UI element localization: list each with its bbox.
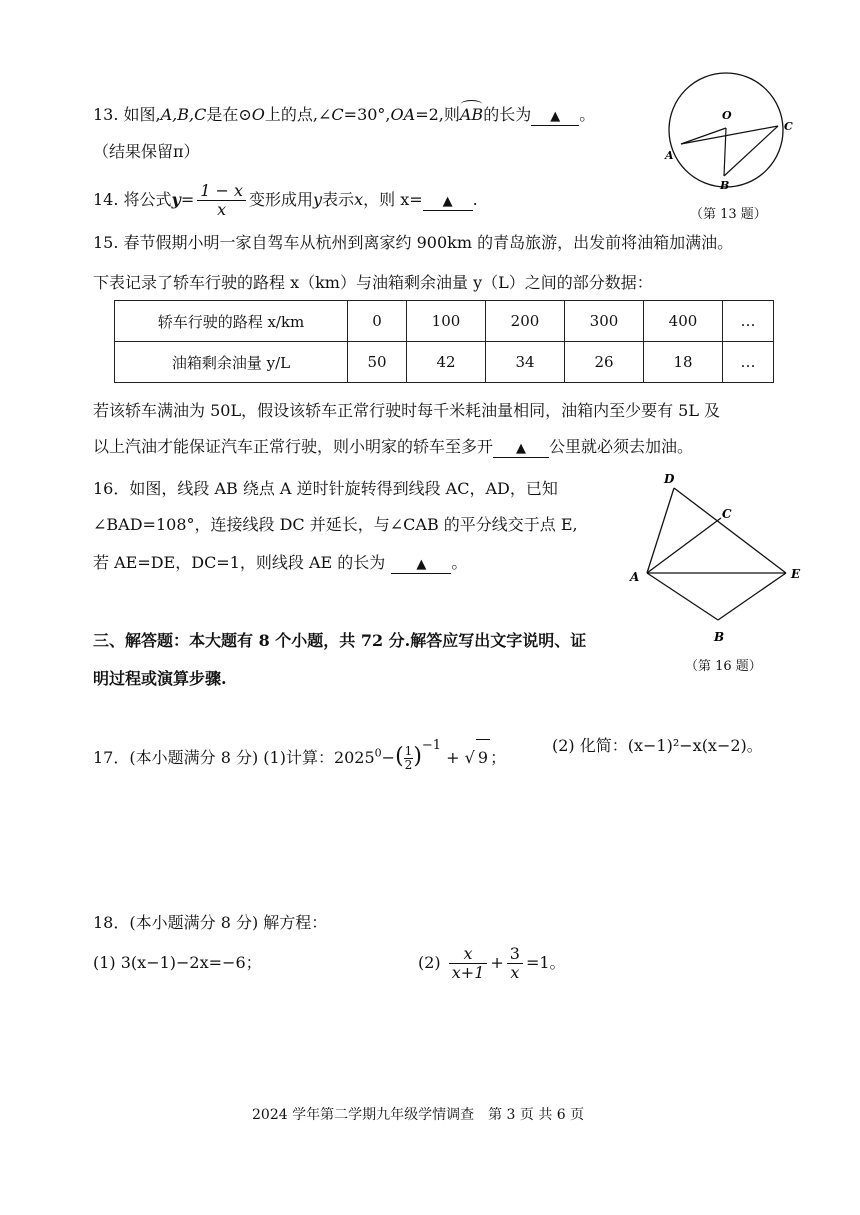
q13-note: （结果保留π） bbox=[93, 142, 200, 161]
page-footer: 2024 学年第二学期九年级学情调查 第 3 页 共 6 页 bbox=[252, 1107, 585, 1123]
q17-half-den: 2 bbox=[404, 758, 413, 772]
q13-label-b: B bbox=[720, 179, 730, 192]
q17-exp-neg1: −1 bbox=[421, 738, 442, 753]
q18-rhs: =1。 bbox=[525, 953, 566, 972]
q13-text-a: 13. 如图, bbox=[93, 105, 161, 124]
q13-c: C bbox=[331, 105, 344, 124]
q14-answer-blank: ▲ bbox=[423, 194, 473, 211]
q14-text-d: ，则 x= bbox=[363, 190, 423, 209]
q17-part2: (2) 化简：(x−1)²−x(x−2)。 bbox=[552, 736, 763, 755]
q18-plus: + bbox=[490, 953, 504, 972]
q17-paren-open: ( bbox=[395, 744, 404, 769]
q18-part2-label: (2) bbox=[418, 953, 441, 972]
q13-label-c: C bbox=[784, 120, 793, 133]
q18-part1: (1) 3(x−1)−2x=−6； bbox=[93, 953, 262, 972]
q18-fraction-2 bbox=[507, 945, 523, 982]
q17-sqrt-value: 9 bbox=[476, 739, 490, 776]
q17-semi: ； bbox=[490, 748, 507, 767]
q14-frac-num: 1 − x bbox=[197, 182, 246, 201]
q18-f2-num: 3 bbox=[507, 945, 523, 964]
q13-text-c: 上的点,∠ bbox=[264, 105, 332, 124]
q17-sqrt-sign: √ bbox=[464, 748, 475, 767]
q13-arc-ab: AB bbox=[459, 105, 484, 124]
q13-points: A,B,C bbox=[160, 105, 207, 124]
q15-line2: 下表记录了轿车行驶的路程 x（km）与油箱剩余油量 y（L）之间的部分数据： bbox=[93, 273, 653, 292]
q14-frac-den: x bbox=[217, 200, 227, 219]
q17-half-num: 1 bbox=[404, 744, 413, 758]
q15-row2-cell: … bbox=[723, 342, 774, 383]
q16-line1: 16．如图，线段 AB 绕点 A 逆时针旋转得到线段 AC，AD，已知 bbox=[93, 479, 558, 498]
q15-line1: 15. 春节假期小明一家自驾车从杭州到离家约 900km 的青岛旅游，出发前将油箱加满油。 bbox=[93, 233, 734, 252]
q18-fraction-1 bbox=[449, 945, 488, 982]
q18-part2 bbox=[418, 940, 566, 986]
q13-label-a: A bbox=[665, 149, 674, 162]
q13-o: O bbox=[251, 105, 265, 124]
q16-line-ab bbox=[647, 573, 718, 620]
q13-answer-blank: ▲ bbox=[531, 109, 579, 126]
q16-caption: （第 16 题） bbox=[685, 659, 762, 674]
q14-y: y bbox=[171, 190, 181, 209]
q18-f1-num: x bbox=[449, 945, 488, 964]
q16-line3b: 。 bbox=[451, 553, 468, 572]
q15-row1-cell: 300 bbox=[565, 301, 644, 342]
q13-text-g: 。 bbox=[579, 105, 596, 124]
q17-half bbox=[404, 745, 414, 772]
q14-text-a: 14. 将公式 bbox=[93, 190, 172, 209]
q17-minus: − bbox=[381, 748, 396, 767]
q17-exp0: 0 bbox=[374, 746, 382, 760]
q16-line-be bbox=[718, 573, 786, 620]
q18-f2-den: x bbox=[510, 963, 520, 982]
q14-text-c: 表示 bbox=[322, 190, 355, 209]
q16-label-a: A bbox=[630, 570, 640, 584]
q14-x: x bbox=[354, 190, 364, 209]
section3-line2: 明过程或演算步骤. bbox=[93, 669, 227, 688]
section3-line1: 三、解答题：本大题有 8 个小题，共 72 分.解答应写出文字说明、证 bbox=[93, 631, 587, 650]
q16-label-c: C bbox=[722, 507, 732, 521]
q18-line1: 18．(本小题满分 8 分) 解方程： bbox=[93, 913, 328, 932]
q16-label-e: E bbox=[791, 567, 801, 581]
q13-text-f: 的长为 bbox=[483, 105, 532, 124]
q15-row2-cell: 26 bbox=[565, 342, 644, 383]
q14-eq: = bbox=[180, 190, 195, 209]
q16-line-de bbox=[674, 488, 786, 573]
q13-caption: （第 13 题） bbox=[690, 207, 767, 222]
q15-row1-cell: 0 bbox=[348, 301, 407, 342]
q13-oa: OA bbox=[390, 105, 416, 124]
q15-row2-cell: 42 bbox=[407, 342, 486, 383]
q13-label-o: O bbox=[722, 109, 732, 122]
q15-row1-header: 轿车行驶的路程 x/km bbox=[115, 301, 348, 342]
q16-line-ad bbox=[647, 488, 674, 573]
q13-text-d: =30°, bbox=[343, 105, 391, 124]
q15-line3: 若该轿车满油为 50L，假设该轿车正常行驶时每千米耗油量相同，油箱内至少要有 5L 及 bbox=[93, 401, 721, 420]
q17-plus: + bbox=[446, 748, 460, 767]
q15-row1-cell: 100 bbox=[407, 301, 486, 342]
q15-row2-header: 油箱剩余油量 y/L bbox=[115, 342, 348, 383]
q17-line bbox=[93, 728, 506, 776]
q14-text-b: 变形成用 bbox=[249, 190, 314, 209]
q15-row1-cell: … bbox=[723, 301, 774, 342]
q15-answer-blank: ▲ bbox=[493, 441, 549, 458]
q15-row1-cell: 200 bbox=[486, 301, 565, 342]
q13-text-b: 是在⊙ bbox=[206, 105, 252, 124]
q15-row2-cell: 18 bbox=[644, 342, 723, 383]
q18-f1-den: x+1 bbox=[451, 963, 485, 982]
q16-label-d: D bbox=[664, 472, 675, 486]
q15-row1-cell: 400 bbox=[644, 301, 723, 342]
q16-line3a: 若 AE=DE，DC=1，则线段 AE 的长为 bbox=[93, 553, 386, 572]
q16-answer-blank: ▲ bbox=[391, 557, 451, 574]
q13-text-e: =2,则 bbox=[415, 105, 460, 124]
q17-paren-close: ) bbox=[413, 744, 422, 769]
q15-row2-cell: 50 bbox=[348, 342, 407, 383]
q17-text-a: 17．(本小题满分 8 分) (1)计算：2025 bbox=[93, 748, 375, 767]
q15-row2-cell: 34 bbox=[486, 342, 565, 383]
q16-line-ac bbox=[647, 518, 721, 573]
q16-line2: ∠BAD=108°，连接线段 DC 并延长，与∠CAB 的平分线交于点 E, bbox=[93, 515, 578, 534]
q14-y2: y bbox=[313, 190, 323, 209]
q15-line4a: 以上汽油才能保证汽车正常行驶，则小明家的轿车至多开 bbox=[93, 437, 494, 456]
q14-text-e: . bbox=[472, 190, 478, 209]
q16-label-b: B bbox=[714, 630, 725, 644]
q15-line4b: 公里就必须去加油。 bbox=[549, 437, 694, 456]
